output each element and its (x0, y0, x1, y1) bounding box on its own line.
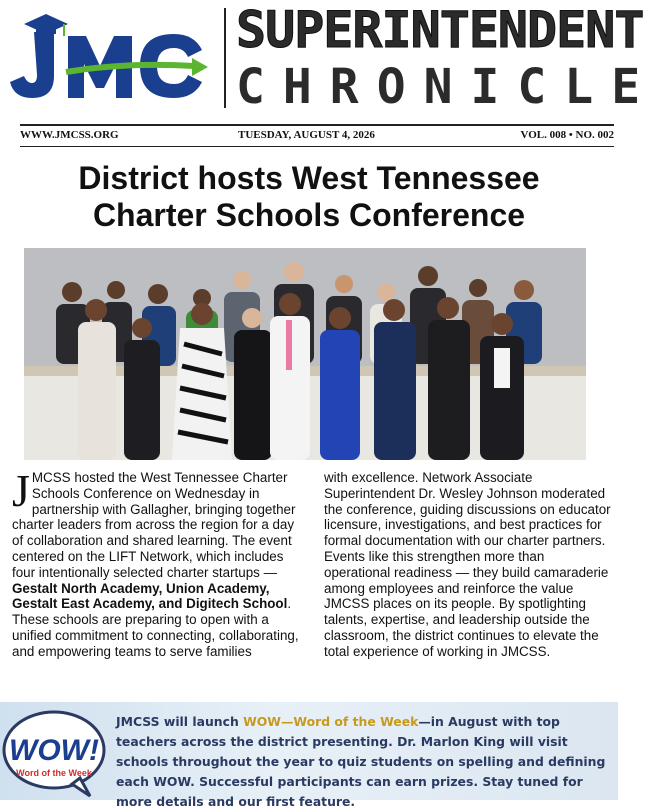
issue-date: TUESDAY, AUGUST 4, 2026 (238, 129, 375, 141)
wow-announcement (116, 712, 616, 812)
dateline-bottom-rule (20, 146, 614, 147)
drop-cap: J (12, 465, 30, 516)
headline-line-1: District hosts West Tennessee (78, 160, 540, 196)
arrow-icon (192, 58, 208, 76)
group-photo-image (24, 248, 586, 460)
masthead-divider (224, 8, 226, 108)
headline-line-2: Charter Schools Conference (92, 197, 526, 233)
badge-word: WOW! (9, 734, 99, 767)
jmc-logo-graphic (6, 10, 211, 105)
group-photo (24, 248, 586, 460)
article-column-2 (324, 470, 612, 660)
article-column-1 (12, 465, 302, 660)
dateline (20, 128, 614, 144)
wow-highlight: WOW—Word of the Week (243, 714, 419, 729)
article-text-1b: . These schools are preparing to open with a unified commitment to connecting, collaborating, and empowering teams to serve families (12, 596, 299, 659)
speech-bubble-icon (2, 704, 106, 798)
wow-text-b: —in August with top teachers across the district presenting. Dr. Marlon King will visit schools throughout the year to quiz students on spelling and defining each WOW. Successful participants can earn prizes. Stay tuned for more details and our first feature. (116, 714, 606, 809)
wow-banner (0, 702, 618, 809)
volume-number: VOL. 008 • NO. 002 (520, 129, 614, 141)
website-link[interactable]: WWW.JMCSS.ORG (20, 129, 119, 141)
newsletter-title (236, 0, 658, 115)
masthead (0, 0, 658, 118)
wow-badge (2, 704, 106, 798)
badge-caption: Word of the Week (16, 768, 92, 778)
article-text-2: with excellence. Network Associate Superintendent Dr. Wesley Johnson moderated the conference, guiding discussions on educator licensure, investigations, and best practices for formal documentation with our charter partners. Events like this strengthen more than operational readiness — they build camaraderie among employees and reinforce the value JMCSS places on its people. By spotlighting talents, expertise, and leadership outside the classroom, the district continues to elevate the total experience of working in JMCSS. (324, 470, 611, 659)
title-line-1: SUPERINTENDENT (236, 1, 644, 59)
article-school-names: Gestalt North Academy, Union Academy, Gestalt East Academy, and Digitech School (12, 580, 288, 612)
jmc-logo (6, 10, 211, 105)
wow-text-a: JMCSS will launch (116, 714, 244, 729)
article-headline (20, 160, 598, 234)
article-text-1a: MCSS hosted the West Tennessee Charter Schools Conference on Wednesday in partnership with Gallagher, bringing together charter leaders from across the region for a day of collaboration and shared learning. The event centered on the LIFT Network, which includes four intentionally selected charter startups — (12, 470, 296, 580)
dateline-top-rule (20, 124, 614, 126)
title-line-2: CHRONICLE (236, 59, 658, 115)
